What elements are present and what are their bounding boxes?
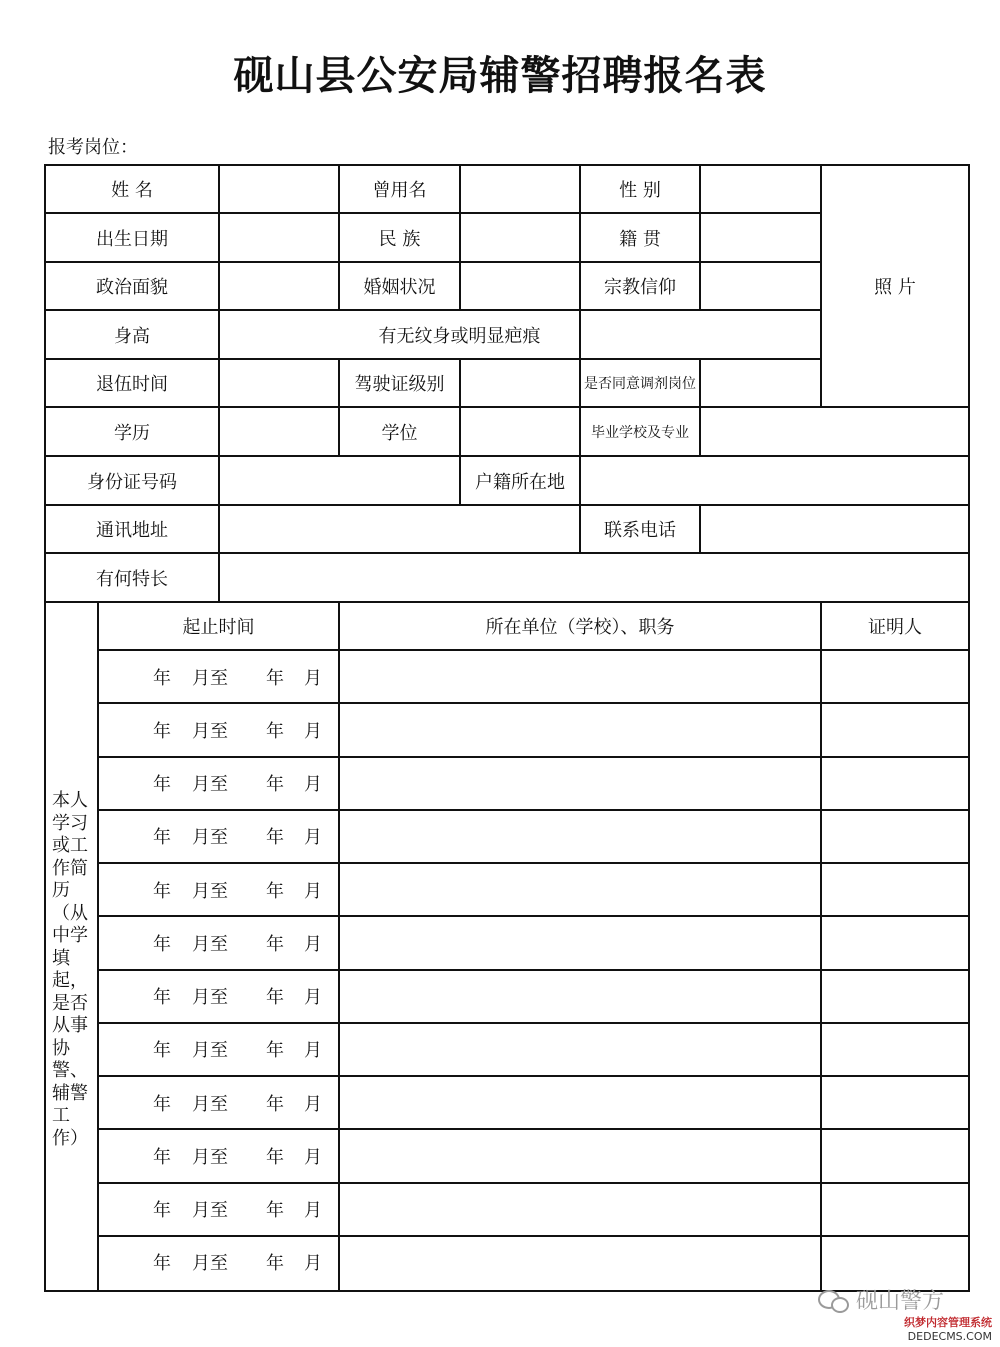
history-row-month-end: 月 [304,667,322,689]
history-row-month-to: 月至 [192,1253,228,1275]
history-row-month-to: 月至 [192,933,228,955]
label-phone: 联系电话 [604,520,676,541]
history-row-witness-input[interactable] [822,651,968,702]
site-watermark-url: DEDECMS.COM [907,1330,992,1343]
col-header-witness: 证明人 [868,617,922,638]
history-row-year-end: 年 [266,880,284,902]
history-row-witness-input[interactable] [822,758,968,809]
label-household-location: 户籍所在地 [475,471,565,493]
label-id-number: 身份证号码 [87,471,177,493]
history-row-month-end: 月 [304,987,322,1009]
history-row-witness-input[interactable] [822,1024,968,1075]
history-row-year-end: 年 [266,1146,284,1168]
input-ethnicity[interactable] [461,214,579,261]
input-former-name[interactable] [461,166,579,212]
input-marital-status[interactable] [461,263,579,309]
history-row-month-end: 月 [304,933,322,955]
history-row-year-end: 年 [266,667,284,689]
history-row-year-end: 年 [266,1093,284,1115]
history-row-witness-input[interactable] [822,1237,968,1288]
history-row-unit-input[interactable] [340,811,820,862]
input-household-location[interactable] [581,457,968,504]
history-row-year-end: 年 [266,1040,284,1062]
history-row-year-start: 年 [153,1200,171,1222]
history-row-year-end: 年 [266,720,284,742]
photo-box[interactable]: 照 片 [874,277,916,298]
history-row-unit-input[interactable] [340,758,820,809]
label-discharge-time: 退伍时间 [96,374,168,395]
history-row-month-end: 月 [304,1200,322,1222]
history-side-label [46,650,98,1290]
history-row-witness-input[interactable] [822,971,968,1022]
label-tattoo-scar: 有无纹身或明显疤痕 [378,325,541,347]
history-row-month-to: 月至 [192,827,228,849]
label-address: 通讯地址 [96,520,168,541]
history-row-month-end: 月 [304,1253,322,1275]
history-row-year-start: 年 [153,987,171,1009]
history-row-month-end: 月 [304,880,322,902]
history-row-witness-input[interactable] [822,864,968,915]
input-education[interactable] [220,408,338,455]
input-accept-transfer[interactable] [701,360,820,406]
site-watermark [892,1316,992,1344]
label-specialties: 有何特长 [96,568,168,590]
label-license-class: 驾驶证级别 [354,374,445,395]
history-row-year-start: 年 [153,933,171,955]
history-row-year-end: 年 [266,987,284,1009]
input-birth-date[interactable] [220,214,338,261]
history-row-year-start: 年 [153,1093,171,1115]
label-name: 姓 名 [111,180,153,201]
input-tattoo-scar[interactable] [581,311,820,358]
label-school-major: 毕业学校及专业 [591,424,689,441]
history-row-month-end: 月 [304,774,322,796]
history-row-month-to: 月至 [192,720,228,742]
input-school-major[interactable] [701,408,968,455]
history-row-month-end: 月 [304,720,322,742]
history-row-unit-input[interactable] [340,704,820,755]
input-discharge-time[interactable] [220,360,338,406]
input-name[interactable] [220,166,338,212]
col-header-period: 起止时间 [182,617,255,638]
history-row-year-start: 年 [153,1253,171,1275]
history-row-month-to: 月至 [192,1040,228,1062]
history-row-month-to: 月至 [192,667,228,689]
history-row-year-start: 年 [153,774,171,796]
history-row-year-start: 年 [153,667,171,689]
history-row-witness-input[interactable] [822,704,968,755]
watermark [818,1284,944,1315]
label-gender: 性 别 [619,180,661,201]
history-row-unit-input[interactable] [340,1077,820,1128]
label-degree: 学位 [381,422,418,444]
label-birth-date: 出生日期 [96,228,168,250]
input-id-number[interactable] [220,457,459,504]
history-row-month-to: 月至 [192,987,228,1009]
grid-line [968,164,970,1292]
history-row-witness-input[interactable] [822,917,968,968]
history-side-label-text: 本人学习或工作简历（从中学填起，是否从事协警、辅警工作） [52,790,88,1149]
history-row-year-start: 年 [153,880,171,902]
form-title: 砚山县公安局辅警招聘报名表 [233,52,767,99]
input-specialties[interactable] [220,554,968,601]
history-row-month-to: 月至 [192,1093,228,1115]
site-watermark-name: 织梦内容管理系统 [904,1316,992,1329]
input-address[interactable] [220,506,579,552]
history-row-unit-input[interactable] [340,1130,820,1181]
label-accept-transfer: 是否同意调剂岗位 [584,376,696,392]
label-former-name: 曾用名 [372,180,427,201]
history-row-year-start: 年 [153,720,171,742]
input-license-class[interactable] [461,360,579,406]
history-row-month-end: 月 [304,1146,322,1168]
history-row-unit-input[interactable] [340,971,820,1022]
history-row-witness-input[interactable] [822,1130,968,1181]
history-row-witness-input[interactable] [822,811,968,862]
watermark-account: 砚山警方 [856,1289,945,1314]
input-phone[interactable] [701,506,968,552]
history-row-year-start: 年 [153,1146,171,1168]
label-native-place: 籍 贯 [619,228,661,250]
history-row-month-end: 月 [304,1040,322,1062]
history-row-year-start: 年 [153,827,171,849]
history-row-unit-input[interactable] [340,1237,820,1288]
history-row-witness-input[interactable] [822,1184,968,1235]
input-degree[interactable] [461,408,579,455]
history-row-unit-input[interactable] [340,864,820,915]
history-row-year-end: 年 [266,1253,284,1275]
label-political-status: 政治面貌 [96,277,168,298]
history-row-unit-input[interactable] [340,1024,820,1075]
history-row-unit-input[interactable] [340,1184,820,1235]
history-row-month-to: 月至 [192,1200,228,1222]
history-row-witness-input[interactable] [822,1077,968,1128]
input-political-status[interactable] [220,263,338,309]
history-row-year-start: 年 [153,1040,171,1062]
history-row-year-end: 年 [266,1200,284,1222]
history-row-unit-input[interactable] [340,917,820,968]
history-row-month-end: 月 [304,1093,322,1115]
input-height[interactable] [220,311,338,358]
position-label: 报考岗位： [48,137,138,158]
history-row-month-to: 月至 [192,880,228,902]
history-row-year-end: 年 [266,827,284,849]
history-row-month-to: 月至 [192,774,228,796]
history-row-month-to: 月至 [192,1146,228,1168]
label-education: 学历 [114,422,150,444]
label-height: 身高 [114,325,150,347]
history-row-month-end: 月 [304,827,322,849]
label-religion: 宗教信仰 [604,277,676,298]
input-gender[interactable] [701,166,820,212]
col-header-unit: 所在单位（学校）、职务 [485,617,675,638]
input-religion[interactable] [701,263,820,309]
label-ethnicity: 民 族 [378,228,421,250]
history-row-year-end: 年 [266,933,284,955]
label-marital-status: 婚姻状况 [363,277,436,298]
wechat-icon [818,1288,850,1312]
history-row-year-end: 年 [266,774,284,796]
history-row-unit-input[interactable] [340,651,820,702]
input-native-place[interactable] [701,214,820,261]
